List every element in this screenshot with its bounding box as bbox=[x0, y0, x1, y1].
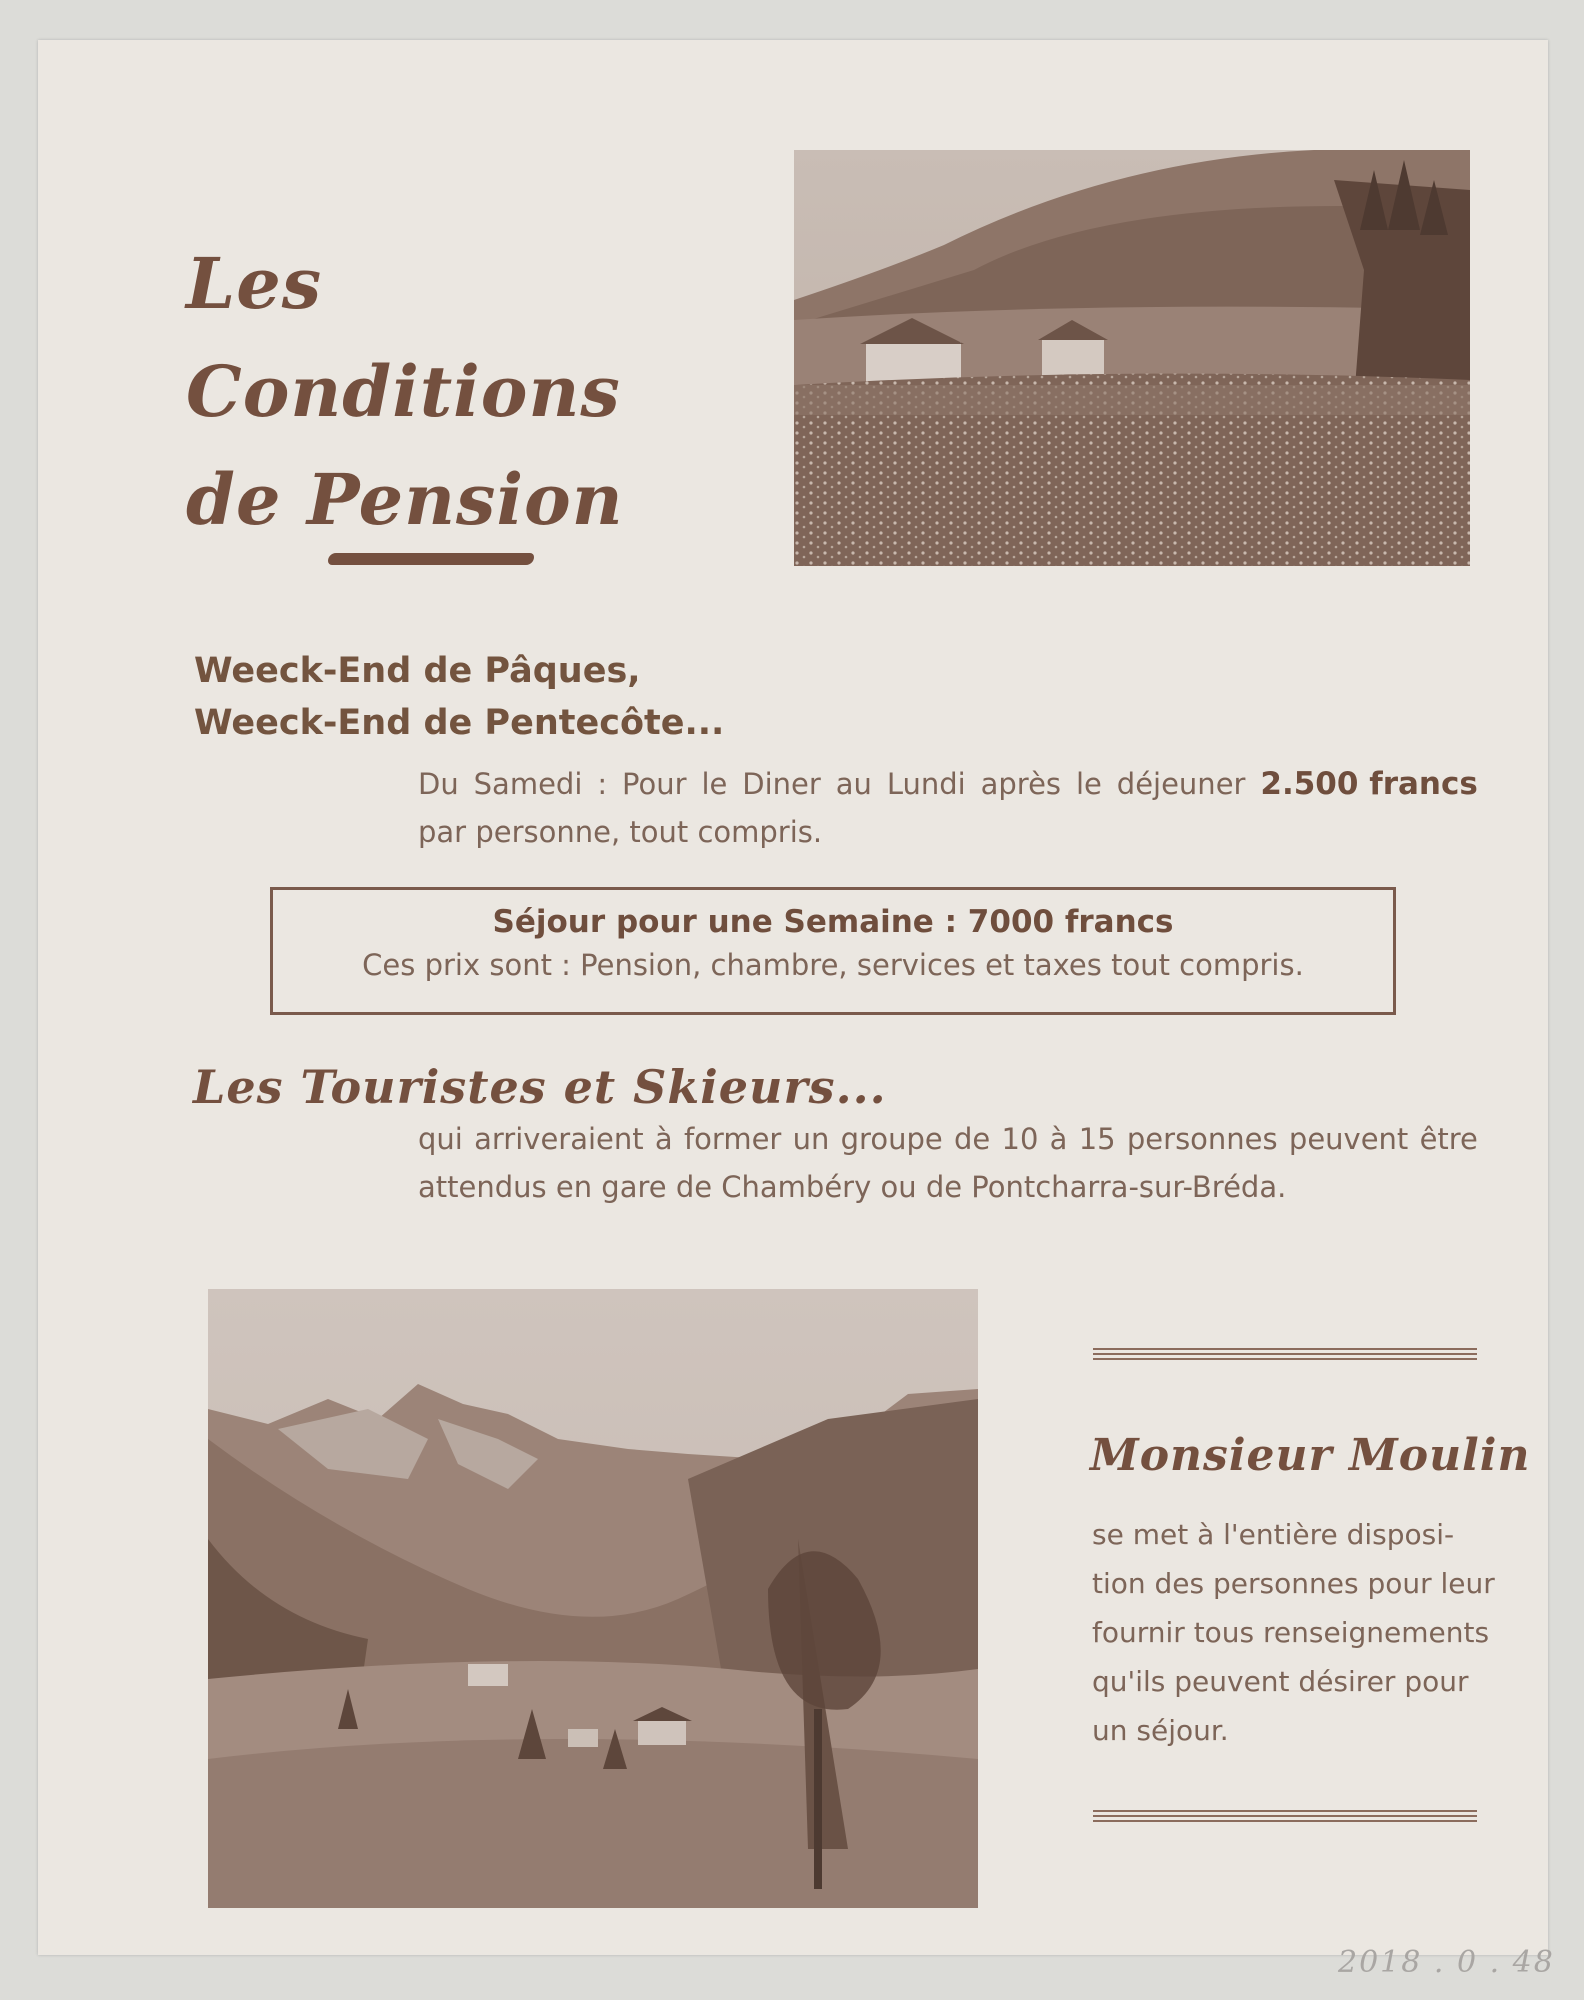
title-line-1: Les bbox=[186, 242, 323, 325]
word: le bbox=[701, 767, 728, 801]
word: à bbox=[654, 1122, 673, 1156]
word: Pour bbox=[622, 767, 687, 801]
word: : bbox=[597, 767, 608, 801]
tourists-line-2: attendus en gare de Chambéry ou de Pontcharra-sur-Bréda. bbox=[418, 1170, 1287, 1204]
word: Du bbox=[418, 767, 459, 801]
word: être bbox=[1419, 1122, 1478, 1156]
moulin-line-5: un séjour. bbox=[1092, 1714, 1229, 1747]
weekend-heading-paques: Weeck-End de Pâques, bbox=[194, 651, 641, 691]
title-line-3: de Pension bbox=[186, 458, 624, 541]
word: peuvent bbox=[1288, 1122, 1409, 1156]
word: de bbox=[953, 1122, 991, 1156]
document-page bbox=[38, 40, 1555, 1980]
word: personnes bbox=[1126, 1122, 1278, 1156]
weekend-heading-pentecote: Weeck-End de Pentecôte... bbox=[194, 703, 725, 743]
weekly-stay-title: Séjour pour une Semaine : 7000 francs bbox=[492, 904, 1174, 940]
weekly-stay-note: Ces prix sont : Pension, chambre, services et taxes tout compris. bbox=[362, 948, 1304, 982]
word: 15 bbox=[1078, 1122, 1116, 1156]
mountain-valley-photo bbox=[208, 1289, 978, 1908]
moulin-line-text: qu'ils peuvent désirer pour bbox=[1092, 1665, 1469, 1698]
word: 10 bbox=[1001, 1122, 1039, 1156]
moulin-line-text: tion des personnes pour leur bbox=[1092, 1567, 1495, 1600]
word: former bbox=[683, 1122, 782, 1156]
word: déjeuner bbox=[1116, 767, 1246, 801]
tourists-line-1 bbox=[418, 1115, 1478, 1163]
word: groupe bbox=[840, 1122, 943, 1156]
tourists-text bbox=[418, 1115, 1478, 1211]
moulin-line-4 bbox=[1092, 1657, 1478, 1706]
moulin-line-3 bbox=[1092, 1608, 1490, 1657]
moulin-line-text: se met à l'entière disposi- bbox=[1092, 1518, 1455, 1551]
title-underline bbox=[328, 553, 534, 565]
word: Diner bbox=[742, 767, 821, 801]
weekend-line-1 bbox=[418, 760, 1478, 808]
weekend-line-2: par personne, tout compris. bbox=[418, 815, 823, 849]
moulin-line-1 bbox=[1092, 1510, 1478, 1559]
hotel-meadow-photo bbox=[794, 150, 1470, 566]
word: un bbox=[792, 1122, 830, 1156]
word: après bbox=[980, 767, 1062, 801]
weekend-conditions bbox=[418, 760, 1478, 856]
archive-number: 2018 . 0 . 48 bbox=[1338, 1945, 1555, 1980]
word: Lundi bbox=[886, 767, 966, 801]
word: le bbox=[1075, 767, 1102, 801]
word: à bbox=[1049, 1122, 1068, 1156]
weekend-heading bbox=[194, 645, 724, 749]
moulin-heading: Monsieur Moulin bbox=[1090, 1430, 1531, 1481]
word: Samedi bbox=[473, 767, 583, 801]
decorative-rule-bottom bbox=[1093, 1810, 1477, 1822]
moulin-text bbox=[1092, 1510, 1495, 1755]
title-line-2: Conditions bbox=[186, 350, 621, 433]
decorative-rule-top bbox=[1093, 1348, 1477, 1360]
word: au bbox=[835, 767, 872, 801]
page-title bbox=[186, 230, 624, 554]
tourists-heading: Les Touristes et Skieurs... bbox=[193, 1060, 887, 1114]
weekend-price: 2.500 francs bbox=[1260, 766, 1478, 802]
word: arriveraient bbox=[474, 1122, 644, 1156]
moulin-line-text: fournir tous renseignements bbox=[1092, 1616, 1490, 1649]
word: qui bbox=[418, 1122, 463, 1156]
moulin-line-2 bbox=[1092, 1559, 1495, 1608]
weekly-stay-box bbox=[270, 887, 1396, 1015]
